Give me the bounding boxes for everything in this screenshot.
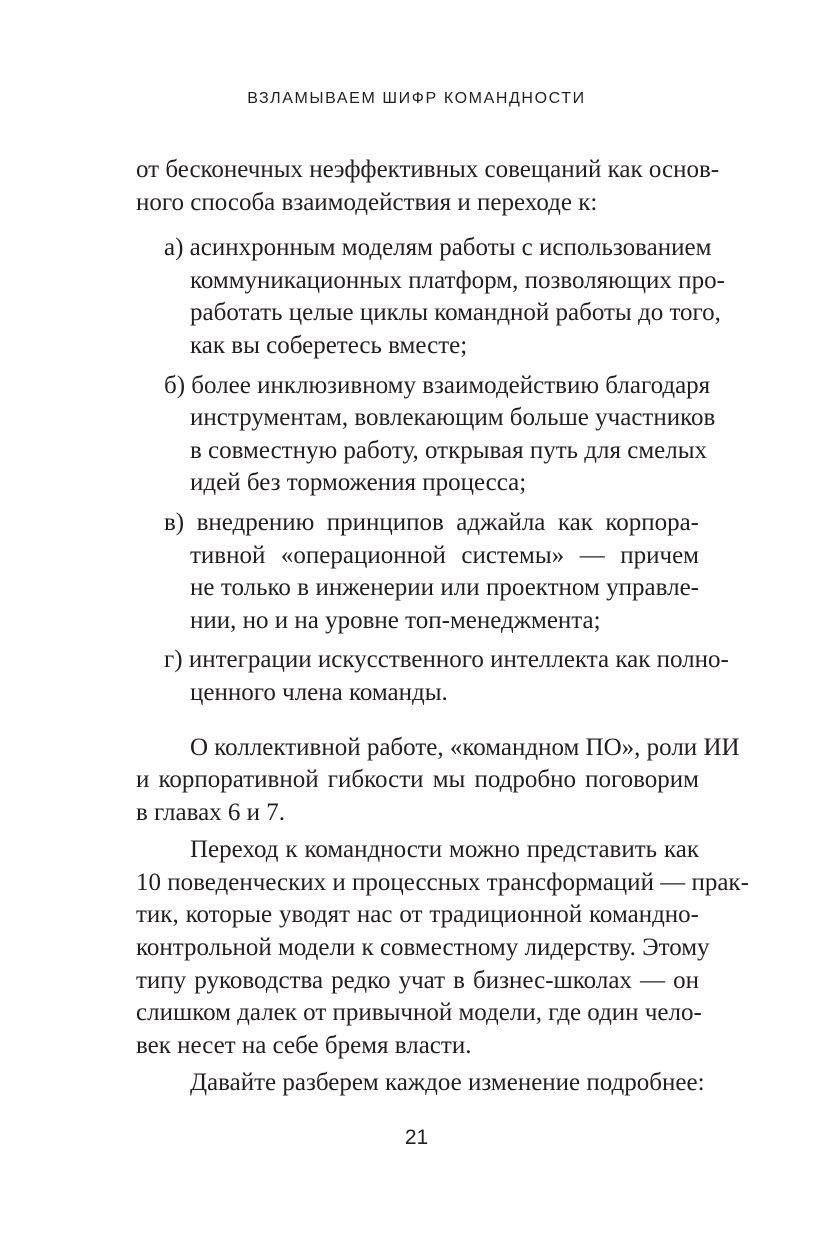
list-item-line: идей без торможения процесса; xyxy=(190,469,527,497)
intro-paragraph xyxy=(136,154,720,219)
list-item-line: тивной «операционной системы» — причем xyxy=(190,541,699,569)
text-line: от бесконечных неэффективных совещаний как основ- xyxy=(136,156,720,183)
list-marker: а) xyxy=(164,234,184,262)
list-item xyxy=(136,232,725,362)
text-line: век несет на себе бремя власти. xyxy=(136,1031,472,1059)
text-line: ного способа взаимодействия и переходе к: xyxy=(136,188,598,216)
list-item-line: инструментам, вовлекающим больше участников xyxy=(190,404,716,432)
list-marker: в) xyxy=(164,508,185,536)
list-item-first-line: г) интеграции искусственного интеллекта как полно- xyxy=(164,646,729,674)
list-item-line: коммуникационных платформ, позволяющих про- xyxy=(190,266,725,294)
list-item-line: как вы соберетесь вместе; xyxy=(190,331,468,359)
list-item-line: нии, но и на уровне топ-менеджмента; xyxy=(190,606,601,634)
text-line: Давайте разберем каждое изменение подробнее: xyxy=(190,1069,705,1097)
list-item-first-line: в) внедрению принципов аджайла как корпора- xyxy=(164,508,699,536)
text-line: в главах 6 и 7. xyxy=(136,798,286,826)
text-line: 10 поведенческих и процессных трансформаций — прак- xyxy=(136,868,749,896)
list-item xyxy=(136,507,699,637)
text-line: тик, которые уводят нас от традиционной командно- xyxy=(136,901,699,929)
list-item-line: ценного члена команды. xyxy=(190,678,448,706)
list-marker: г) xyxy=(164,646,183,674)
transition-list xyxy=(136,232,729,709)
paragraph xyxy=(136,732,740,830)
list-item-first-line: а) асинхронным моделям работы с использованием xyxy=(164,234,712,262)
list-item-line: работать целые циклы командной работы до того, xyxy=(190,299,721,327)
text-line: и корпоративной гибкости мы подробно поговорим xyxy=(136,766,699,794)
list-item xyxy=(136,644,729,709)
list-item-line: в совместную работу, открывая путь для смелых xyxy=(190,436,708,464)
running-head-title: ВЗЛАМЫВАЕМ ШИФР КОМАНДНОСТИ xyxy=(247,90,586,107)
text-line: контрольной модели к совместному лидерству. Этому xyxy=(136,934,710,962)
list-item xyxy=(136,370,716,500)
list-marker: б) xyxy=(164,371,186,399)
page-body xyxy=(136,154,749,1100)
list-item-line: не только в инженерии или проектном управле- xyxy=(190,574,699,602)
list-item-first-line: б) более инклюзивному взаимодействию благодаря xyxy=(164,371,711,399)
text-line: Переход к командности можно представить как xyxy=(190,836,699,864)
text-line: слишком далек от привычной модели, где один чело- xyxy=(136,999,702,1027)
paragraph xyxy=(136,1067,705,1100)
text-line: О коллективной работе, «командном ПО», роли ИИ xyxy=(190,733,740,761)
page-number: 21 xyxy=(404,1126,429,1149)
text-line: типу руководства редко учат в бизнес-школах — он xyxy=(136,966,699,994)
paragraph xyxy=(136,834,749,1062)
